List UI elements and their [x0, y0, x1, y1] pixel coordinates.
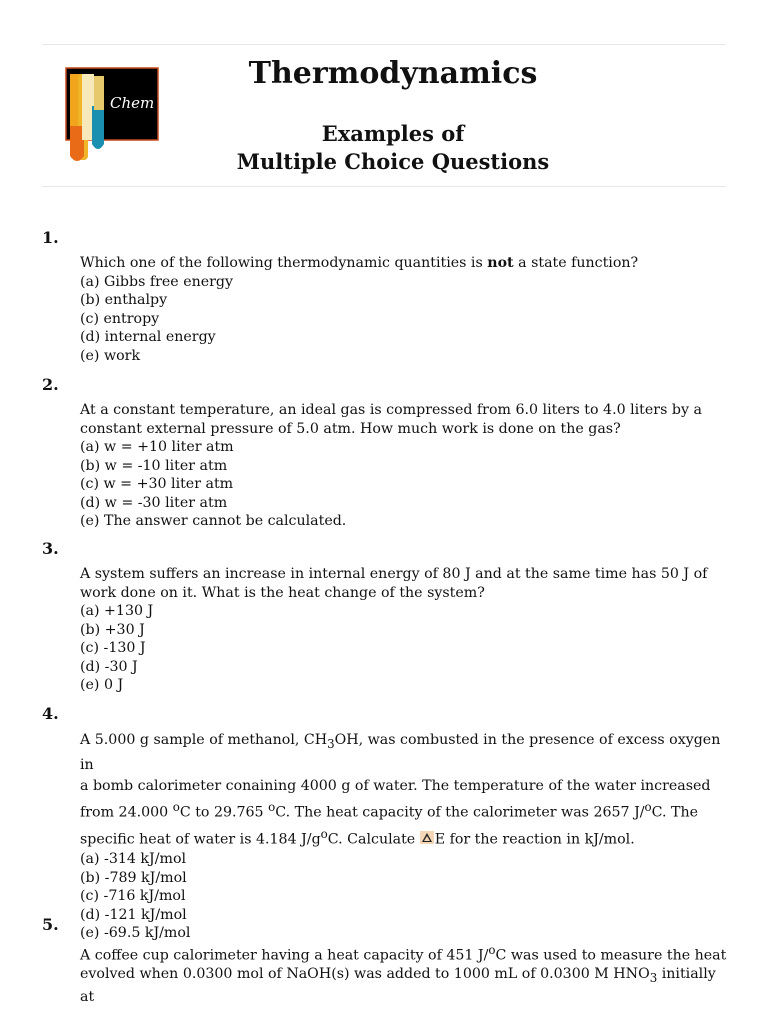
option-c: (c) -716 kJ/mol	[80, 888, 186, 905]
top-rule	[42, 44, 726, 45]
option-b: (b) -789 kJ/mol	[80, 869, 187, 886]
question-3	[42, 540, 732, 695]
option-e: (e) -69.5 kJ/mol	[80, 925, 191, 942]
option-d: (d) internal energy	[80, 329, 216, 345]
option-e: (e) The answer cannot be calculated.	[80, 513, 347, 529]
question-4	[42, 705, 732, 943]
question-body	[80, 401, 732, 531]
option-a: (a) -314 kJ/mol	[80, 851, 187, 868]
option-c: (c) entropy	[80, 310, 160, 327]
question-body	[80, 254, 732, 365]
question-stem: A 5.000 g sample of methanol, $CH_3OH$, was combusted in the presence of excess oxygen in a bomb calorimeter conaining 4000 g of water. The temperature of the water increased from 24.000 $^o$C to 29.765 $^o$C. The heat capacity of the calorimeter was 2657 J/$^o$C. The specific heat of water is 4.184 $J/g^oC$. Calculate E for the reaction in kJ/mol.	[80, 732, 721, 848]
question-body	[80, 565, 732, 695]
option-a: (a) Gibbs free energy	[80, 273, 234, 290]
question-stem: Which one of the following thermodynamic quantities is not a state function?	[80, 255, 639, 271]
option-e: (e) work	[80, 347, 141, 364]
question-number: 2.	[42, 375, 59, 394]
question-number: 4.	[42, 704, 59, 723]
question-number: 5.	[42, 915, 59, 934]
question-stem: A system suffers an increase in internal energy of 80 J and at the same time has 50 J of work done on it. What is the heat change of the system?	[80, 566, 708, 601]
question-body	[80, 941, 732, 1006]
question-body	[80, 730, 732, 943]
option-d: (d) -30 J	[80, 658, 138, 675]
question-number: 3.	[42, 539, 59, 558]
chem-logo	[64, 66, 160, 164]
option-b: (b) +30 J	[80, 621, 145, 638]
question-stem: A coffee cup calorimeter having a heat capacity of 451 J/$^o$C was used to measure the heat evolved when 0.0300 mol of NaOH(s) was added to 1000 mL of 0.0300 M $HNO_3$ initially at	[80, 943, 727, 1005]
header-rule	[42, 186, 726, 187]
page-subtitle	[200, 120, 586, 176]
option-a: (a) w = +10 liter atm	[80, 439, 234, 455]
option-b: (b) w = -10 liter atm	[80, 457, 228, 474]
option-c: (c) -130 J	[80, 640, 146, 656]
subtitle-line-2: Multiple Choice Questions	[236, 149, 550, 174]
question-5	[42, 916, 732, 1006]
page-title: Thermodynamics	[248, 56, 538, 91]
option-d: (d) -121 kJ/mol	[80, 906, 187, 923]
question-number: 1.	[42, 228, 59, 247]
question-1	[42, 229, 732, 365]
question-stem: At a constant temperature, an ideal gas is compressed from 6.0 liters to 4.0 liters by a constant external pressure of 5.0 atm. How much work is done on the gas?	[80, 402, 702, 437]
option-b: (b) enthalpy	[80, 292, 168, 308]
option-a: (a) +130 J	[80, 603, 154, 619]
subtitle-line-1: Examples of	[321, 121, 465, 146]
option-d: (d) w = -30 liter atm	[80, 494, 228, 511]
delta-symbol-icon	[420, 831, 434, 844]
option-e: (e) 0 J	[80, 677, 124, 693]
question-2	[42, 376, 732, 531]
option-c: (c) w = +30 liter atm	[80, 476, 234, 492]
svg-text:Chem: Chem	[110, 94, 155, 112]
